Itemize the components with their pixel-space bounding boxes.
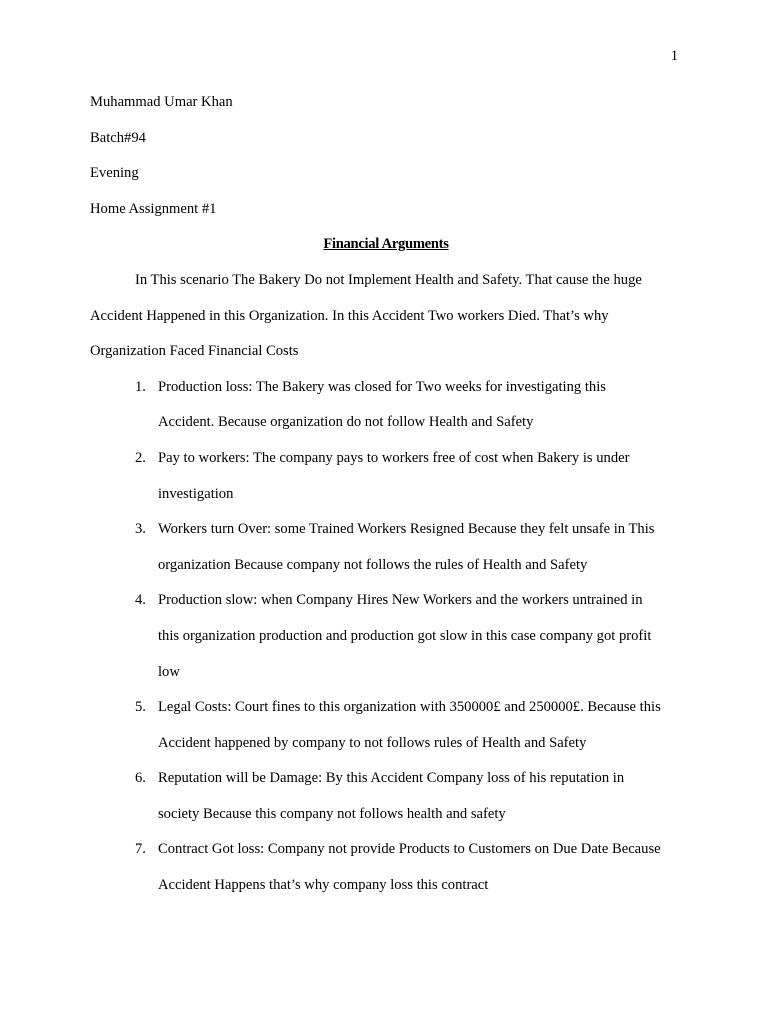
list-item (90, 769, 682, 840)
list-item-line: society Because this company not follows health and safety (158, 805, 506, 822)
list-number: 5. (135, 699, 146, 716)
list-item-line: Contract Got loss: Company not provide Products to Customers on Due Date Because (158, 841, 661, 858)
assignment-title: Home Assignment #1 (90, 200, 217, 217)
list-item (90, 840, 682, 911)
list-number: 1. (135, 378, 146, 395)
list-item-line: Legal Costs: Court fines to this organization with 350000£ and 250000£. Because this (158, 699, 661, 716)
list-number: 3. (135, 521, 146, 538)
page-number: 1 (670, 48, 678, 64)
list-item-line: low (158, 663, 180, 680)
session: Evening (90, 165, 139, 182)
document-title: Financial Arguments (323, 236, 449, 253)
list-number: 2. (135, 449, 146, 466)
intro-line: In This scenario The Bakery Do not Implement Health and Safety. That cause the huge (135, 271, 642, 288)
list-item-line: Workers turn Over: some Trained Workers Resigned Because they felt unsafe in This (158, 521, 655, 538)
list-item (90, 591, 682, 698)
intro-line: Accident Happened in this Organization. In this Accident Two workers Died. That’s why (90, 307, 609, 324)
list-item-line: Accident happened by company to not follows rules of Health and Safety (158, 734, 587, 751)
list-item-line: Production loss: The Bakery was closed for Two weeks for investigating this (158, 378, 606, 395)
list-number: 4. (135, 592, 146, 609)
list-item (90, 378, 682, 449)
batch-number: Batch#94 (90, 129, 146, 146)
list-item-line: this organization production and production got slow in this case company got profit (158, 627, 652, 644)
list-item-line: Accident Happens that’s why company loss this contract (158, 877, 489, 894)
author-name: Muhammad Umar Khan (90, 94, 233, 110)
list-item (90, 698, 682, 769)
list-item-line: investigation (158, 485, 234, 502)
intro-paragraph (90, 271, 682, 378)
list-item-line: Production slow: when Company Hires New Workers and the workers untrained in (158, 592, 643, 609)
list-item (90, 449, 682, 520)
document-body (90, 93, 682, 912)
list-number: 7. (135, 841, 146, 858)
list-item-line: Accident. Because organization do not follow Health and Safety (158, 414, 534, 431)
list-item-line: Reputation will be Damage: By this Accident Company loss of his reputation in (158, 770, 625, 787)
intro-line: Organization Faced Financial Costs (90, 343, 299, 360)
list-item (90, 520, 682, 591)
list-item-line: organization Because company not follows the rules of Health and Safety (158, 556, 588, 573)
list-item-line: Pay to workers: The company pays to workers free of cost when Bakery is under (158, 449, 630, 466)
list-number: 6. (135, 770, 146, 787)
cost-list (90, 378, 682, 912)
